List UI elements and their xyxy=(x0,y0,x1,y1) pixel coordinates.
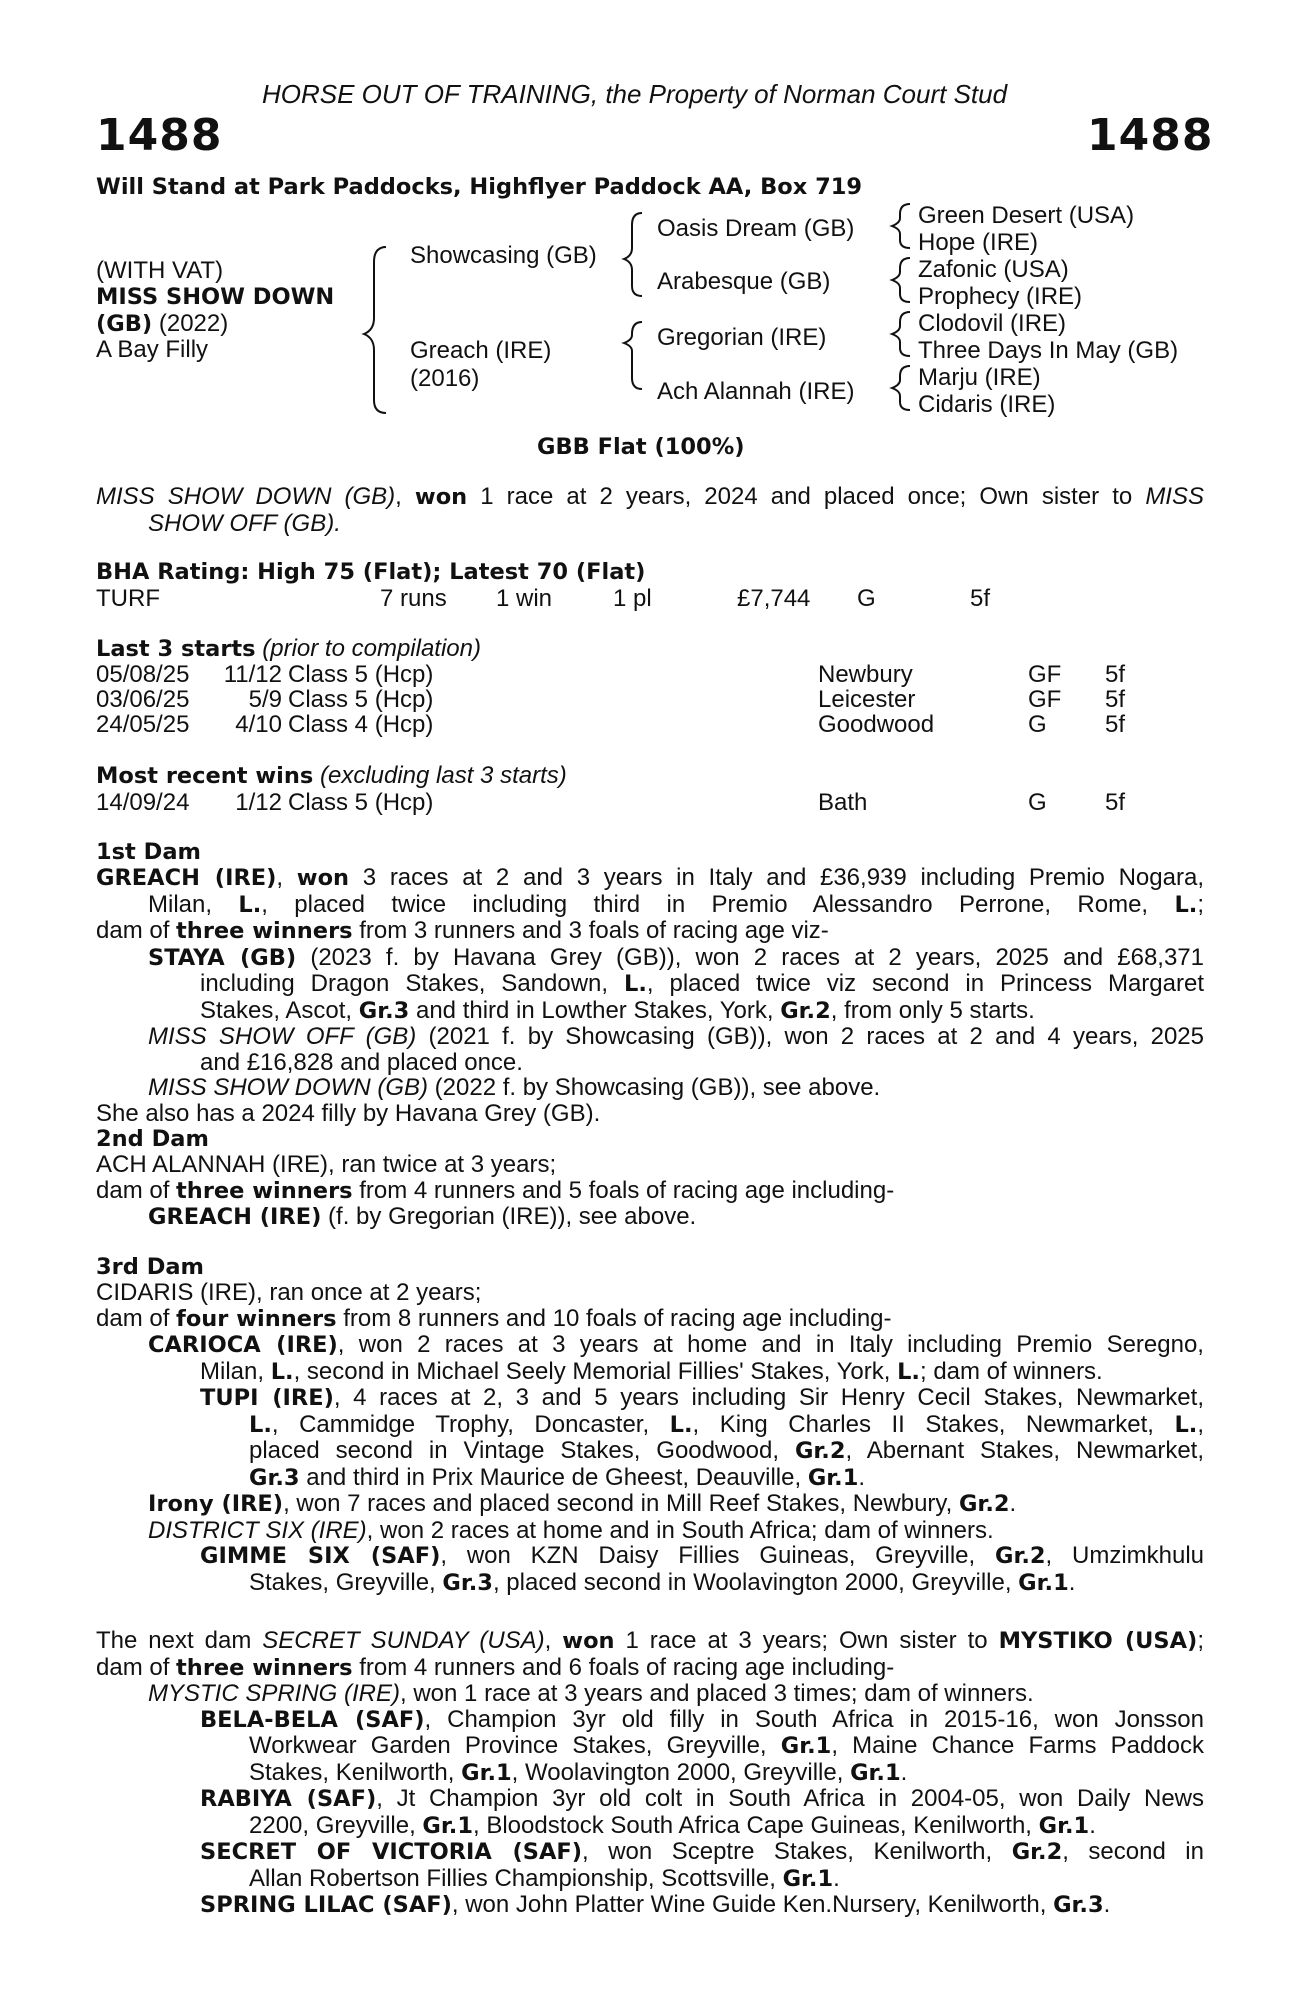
dam3-heading: 3rd Dam xyxy=(96,1254,204,1280)
text: from 4 runners and 5 foals of racing age including- xyxy=(352,1176,895,1204)
ggp-8: Cidaris (IRE) xyxy=(918,391,1056,418)
race-summary xyxy=(96,484,1204,536)
text: , won 7 races and placed second in Mill Reef Stakes, Newbury, xyxy=(283,1490,959,1517)
sep: , xyxy=(276,864,297,891)
last3-course: Newbury xyxy=(818,661,913,688)
progeny-name: TUPI (IRE) xyxy=(200,1385,334,1411)
text: ; xyxy=(1197,1627,1204,1654)
grade: Gr.2 xyxy=(794,1438,846,1464)
horse-description: A Bay Filly xyxy=(96,336,209,363)
text: and third in Lowther Stakes, York, xyxy=(409,996,781,1024)
progeny-name: CARIOCA (IRE) xyxy=(148,1332,338,1358)
winners: three winners xyxy=(176,1654,353,1681)
dam-name: SECRET SUNDAY (USA) xyxy=(262,1627,545,1654)
progeny-name: MISS SHOW DOWN (GB) xyxy=(148,1074,428,1101)
summary-sep: , xyxy=(395,483,415,510)
grade: Gr.1 xyxy=(850,1759,901,1786)
listed: L. xyxy=(1174,1411,1198,1438)
progeny-name: Irony (IRE) xyxy=(148,1491,284,1517)
text: , Jt Champion 3yr old colt in South Africa in 2004-05, won Daily News xyxy=(376,1785,1204,1812)
summary-text: 1 race at 2 years, 2024 and placed once; Own sister to xyxy=(467,483,1146,510)
text: ACH ALANNAH (IRE), ran twice at 3 years; xyxy=(96,1151,557,1178)
rating-distance: 5f xyxy=(970,585,991,612)
horse-country: (GB) xyxy=(96,311,153,337)
text: , Bloodstock South Africa Cape Guineas, Kenilworth, xyxy=(472,1811,1039,1839)
dam1-text xyxy=(96,865,1204,1126)
bha-rating: BHA Rating: High 75 (Flat); Latest 70 (Flat) xyxy=(96,559,646,585)
stand-location: Will Stand at Park Paddocks, Highflyer Paddock AA, Box 719 xyxy=(96,174,863,200)
dam-of-sire: Arabesque (GB) xyxy=(657,268,831,295)
text: placed second in Vintage Stakes, Goodwood, xyxy=(249,1437,795,1464)
grade: Gr.3 xyxy=(442,1569,493,1596)
recent_wins-course: Bath xyxy=(818,789,868,816)
text: , King Charles II Stakes, Newmarket, xyxy=(692,1410,1175,1438)
rating-placed: 1 pl xyxy=(613,585,652,612)
last3-pos: 4/10 xyxy=(235,711,282,738)
last3-going: GF xyxy=(1028,661,1062,688)
text: including Dragon Stakes, Sandown, xyxy=(200,970,624,997)
progeny-name: GREACH (IRE) xyxy=(148,1204,322,1230)
listed: L. xyxy=(270,1358,294,1385)
sibling-name: MYSTIKO (USA) xyxy=(998,1628,1198,1654)
grade: Gr.1 xyxy=(422,1812,473,1839)
grade: Gr.1 xyxy=(807,1464,859,1491)
last3-date: 24/05/25 xyxy=(96,711,190,738)
progeny-name: GIMME SIX (SAF) xyxy=(200,1543,441,1569)
text: , won Sceptre Stakes, Kenilworth, xyxy=(582,1838,1012,1865)
text: , won 2 races at home and in South Africa; dam of winners. xyxy=(366,1516,994,1544)
dam: Greach (IRE) xyxy=(410,337,552,364)
summary-won: won xyxy=(414,484,468,510)
rating-going: G xyxy=(857,585,876,612)
ggp-6: Three Days In May (GB) xyxy=(918,337,1179,364)
text: Stakes, Ascot, xyxy=(200,996,359,1024)
text: . xyxy=(1068,1568,1076,1596)
last3-course: Leicester xyxy=(818,686,916,713)
grade: Gr.1 xyxy=(1018,1569,1069,1596)
text: (2023 f. by Havana Grey (GB)), won 2 races at 2 years, 2025 and £68,371 xyxy=(296,943,1204,971)
rating-surface: TURF xyxy=(96,585,160,612)
dam1-heading: 1st Dam xyxy=(96,839,201,865)
text: Stakes, Kenilworth, xyxy=(249,1758,462,1786)
grade: Gr.1 xyxy=(461,1759,512,1786)
ggp-7: Marju (IRE) xyxy=(918,364,1041,391)
summary-horse: MISS SHOW DOWN (GB) xyxy=(96,483,396,510)
text: . xyxy=(858,1463,866,1491)
recent_wins-pos: 1/12 xyxy=(235,789,282,816)
text: , placed twice including third in Premio Alessandro Perrone, Rome, xyxy=(261,890,1175,918)
ggp-1: Green Desert (USA) xyxy=(918,202,1135,229)
text: , second in Michael Seely Memorial Fillies' Stakes, York, xyxy=(293,1357,898,1385)
listed: L. xyxy=(1174,891,1198,918)
text: 2200, Greyville, xyxy=(249,1811,423,1839)
last3-title: Last 3 starts xyxy=(96,636,256,662)
text: dam of xyxy=(96,1653,177,1681)
listed: L. xyxy=(238,891,262,918)
text: Workwear Garden Province Stakes, Greyville, xyxy=(249,1732,781,1759)
won: won xyxy=(562,1628,615,1654)
last3-going: G xyxy=(1028,711,1047,738)
grade: Gr.3 xyxy=(1053,1892,1104,1918)
rating-row xyxy=(96,585,1204,610)
winners: three winners xyxy=(176,918,353,944)
summary-sister: MISS xyxy=(1145,483,1204,510)
dam3-text xyxy=(96,1280,1204,1596)
text: and £16,828 and placed once. xyxy=(200,1048,523,1076)
listed: L. xyxy=(249,1411,272,1438)
text: , Abernant Stakes, Newmarket, xyxy=(845,1437,1205,1464)
next-dam-text xyxy=(96,1628,1204,1919)
sire-of-dam: Gregorian (IRE) xyxy=(657,324,827,351)
text: 3 races at 2 and 3 years in Italy and £36,939 including Premio Nogara, xyxy=(349,864,1204,891)
progeny-name: SECRET OF VICTORIA (SAF) xyxy=(200,1839,583,1865)
recent_wins-cls: Class 5 (Hcp) xyxy=(288,789,434,816)
text: , Champion 3yr old filly in South Africa in 2015-16, won Jonsson xyxy=(424,1705,1204,1733)
text: , placed second in Woolavington 2000, Greyville, xyxy=(492,1568,1019,1596)
progeny-name: SPRING LILAC (SAF) xyxy=(200,1892,452,1918)
text: , Maine Chance Farms Paddock xyxy=(831,1732,1205,1759)
winners: three winners xyxy=(176,1177,353,1204)
recent_wins-dist: 5f xyxy=(1105,789,1126,816)
text: , xyxy=(1197,1410,1205,1438)
last3-note: (prior to compilation) xyxy=(255,635,481,662)
progeny-name: STAYA (GB) xyxy=(148,944,297,971)
grade: Gr.3 xyxy=(358,997,410,1024)
won: won xyxy=(296,865,350,891)
ggp-3: Zafonic (USA) xyxy=(918,256,1069,283)
dam1-name: GREACH (IRE) xyxy=(96,865,277,891)
dam-year: (2016) xyxy=(410,365,480,392)
text: from 4 runners and 6 foals of racing age including- xyxy=(352,1653,895,1681)
text: , won 1 race at 3 years and placed 3 times; dam of winners. xyxy=(400,1680,1034,1707)
grade: Gr.1 xyxy=(1038,1812,1090,1839)
sire-of-sire: Oasis Dream (GB) xyxy=(657,215,855,242)
lot-number-left: 1488 xyxy=(96,110,223,161)
rating-prize: £7,744 xyxy=(737,585,811,612)
text: , placed twice viz second in Princess Margaret xyxy=(646,970,1205,997)
summary-line-2: SHOW OFF (GB). xyxy=(148,509,341,537)
last3-date: 05/08/25 xyxy=(96,661,190,688)
grade: Gr.3 xyxy=(249,1464,300,1491)
text: , won John Platter Wine Guide Ken.Nursery, Kenilworth, xyxy=(451,1891,1054,1918)
last3-dist: 5f xyxy=(1105,711,1126,738)
ggp-4: Prophecy (IRE) xyxy=(918,283,1083,310)
grade: Gr.1 xyxy=(780,1733,832,1759)
progeny-name: MISS SHOW OFF (GB) xyxy=(148,1023,417,1050)
dam2-text xyxy=(96,1152,1204,1231)
text: Stakes, Greyville, xyxy=(249,1568,443,1596)
last3-cls: Class 5 (Hcp) xyxy=(288,686,434,713)
progeny-name: BELA-BELA (SAF) xyxy=(200,1706,425,1733)
last3-course: Goodwood xyxy=(818,711,935,738)
text: and third in Prix Maurice de Gheest, Deauville, xyxy=(299,1463,808,1491)
text: , second in xyxy=(1062,1838,1204,1865)
text: The next dam xyxy=(96,1627,263,1654)
dam-of-dam: Ach Alannah (IRE) xyxy=(657,378,855,405)
recent-wins-note: (excluding last 3 starts) xyxy=(313,762,567,789)
grade: Gr.2 xyxy=(1011,1839,1063,1865)
text: , Woolavington 2000, Greyville, xyxy=(511,1758,851,1786)
recent_wins-row xyxy=(96,789,1204,814)
last3-row xyxy=(96,686,1204,711)
text: . xyxy=(900,1758,908,1786)
text: , won KZN Daisy Fillies Guineas, Greyville, xyxy=(440,1542,995,1569)
horse-name: MISS SHOW DOWN xyxy=(96,284,335,310)
dam2-heading: 2nd Dam xyxy=(96,1126,209,1152)
ggp-5: Clodovil (IRE) xyxy=(918,310,1067,337)
text: , Umzimkhulu xyxy=(1045,1542,1205,1569)
text: , won 2 races at 3 years at home and in Italy including Premio Seregno, xyxy=(337,1331,1204,1358)
text: . xyxy=(833,1864,840,1892)
rating-runs: 7 runs xyxy=(380,585,447,612)
text: dam of xyxy=(96,917,177,944)
gbb-label: GBB Flat (100%) xyxy=(537,434,745,460)
listed: L. xyxy=(897,1358,920,1385)
text: Milan, xyxy=(200,1357,271,1385)
text: dam of xyxy=(96,1304,177,1332)
progeny-name: DISTRICT SIX (IRE) xyxy=(148,1516,367,1544)
text: (2021 f. by Showcasing (GB)), won 2 races at 2 and 4 years, 2025 xyxy=(416,1023,1204,1050)
last3-dist: 5f xyxy=(1105,661,1126,688)
recent-wins-title: Most recent wins xyxy=(96,763,314,789)
vat-label: (WITH VAT) xyxy=(96,257,224,284)
property-line: HORSE OUT OF TRAINING, the Property of Norman Court Stud xyxy=(262,79,1008,109)
last3-heading xyxy=(96,636,481,663)
listed: L. xyxy=(624,971,647,997)
last3-cls: Class 4 (Hcp) xyxy=(288,711,434,738)
listed: L. xyxy=(669,1411,693,1438)
text: , from only 5 starts. xyxy=(830,996,1035,1024)
text: Milan, xyxy=(148,890,239,918)
recent_wins-going: G xyxy=(1028,789,1047,816)
winners: four winners xyxy=(176,1305,337,1332)
grade: Gr.1 xyxy=(782,1865,834,1892)
recent_wins-date: 14/09/24 xyxy=(96,789,190,816)
last3-date: 03/06/25 xyxy=(96,686,190,713)
text: , xyxy=(544,1627,563,1654)
text: (f. by Gregorian (IRE)), see above. xyxy=(321,1203,697,1230)
ggp-2: Hope (IRE) xyxy=(918,229,1039,256)
recent-wins-heading xyxy=(96,763,567,790)
last3-row xyxy=(96,711,1204,736)
text: , Cammidge Trophy, Doncaster, xyxy=(271,1410,670,1438)
progeny-name: RABIYA (SAF) xyxy=(200,1786,377,1812)
last3-pos: 5/9 xyxy=(248,686,282,713)
last3-pos: 11/12 xyxy=(223,661,282,688)
lot-number-right: 1488 xyxy=(1087,110,1214,161)
sire: Showcasing (GB) xyxy=(410,242,597,269)
text: . xyxy=(1103,1891,1111,1918)
text: She also has a 2024 filly by Havana Grey (GB). xyxy=(96,1099,601,1127)
text: Allan Robertson Fillies Championship, Scottsville, xyxy=(249,1864,783,1892)
text: . xyxy=(1089,1811,1096,1839)
text: . xyxy=(1009,1490,1017,1517)
horse-year: (2022) xyxy=(152,310,229,337)
grade: Gr.2 xyxy=(780,997,831,1024)
text: from 8 runners and 10 foals of racing age including- xyxy=(336,1304,892,1332)
grade: Gr.2 xyxy=(958,1491,1010,1517)
last3-cls: Class 5 (Hcp) xyxy=(288,661,434,688)
text: ; xyxy=(1197,890,1205,918)
last3-row xyxy=(96,661,1204,686)
last3-going: GF xyxy=(1028,686,1062,713)
progeny-name: MYSTIC SPRING (IRE) xyxy=(148,1680,401,1707)
text: dam of xyxy=(96,1176,177,1204)
text: CIDARIS (IRE), ran once at 2 years; xyxy=(96,1279,482,1306)
rating-wins: 1 win xyxy=(496,585,553,612)
text: , 4 races at 2, 3 and 5 years including Sir Henry Cecil Stakes, Newmarket, xyxy=(333,1384,1204,1411)
text: 1 race at 3 years; Own sister to xyxy=(614,1627,999,1654)
last3-dist: 5f xyxy=(1105,686,1126,713)
text: ; dam of winners. xyxy=(919,1357,1103,1385)
text: from 3 runners and 3 foals of racing age viz- xyxy=(352,917,829,944)
grade: Gr.2 xyxy=(994,1543,1046,1569)
text: (2022 f. by Showcasing (GB)), see above. xyxy=(427,1074,881,1101)
